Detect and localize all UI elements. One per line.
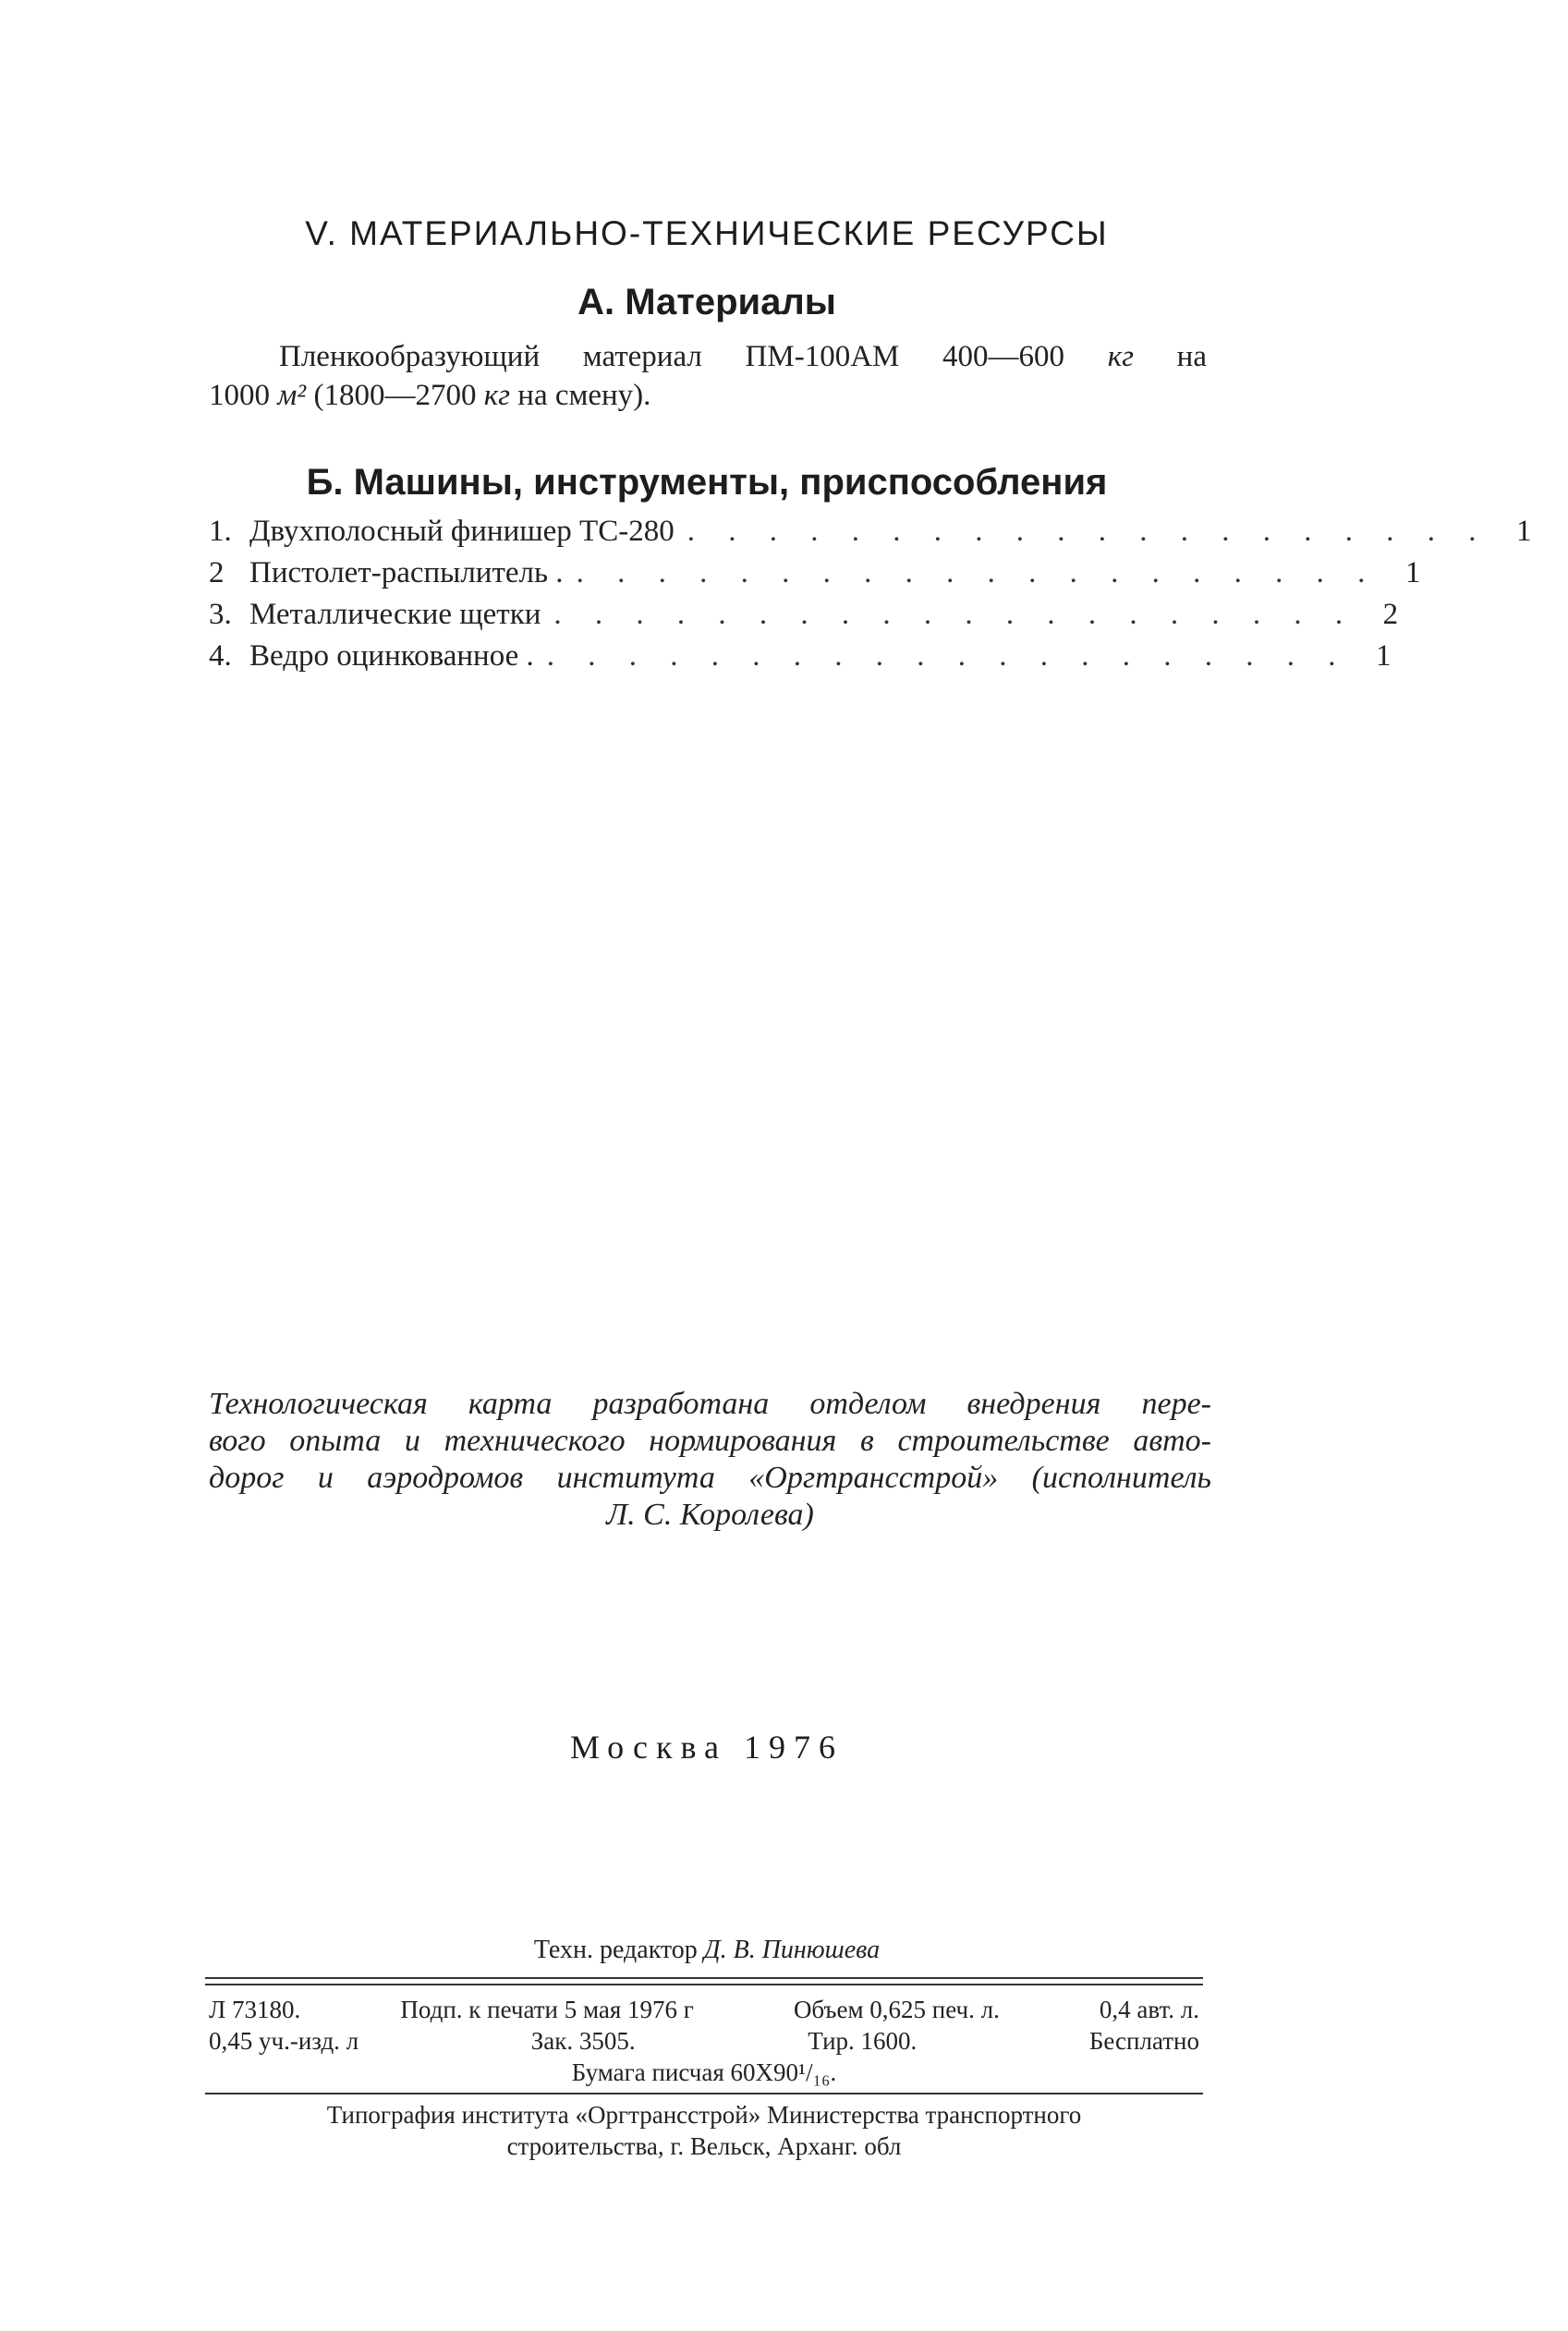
- materials-line-1: Пленкообразующий материал ПМ-100АМ 400—600 кг на: [279, 340, 1207, 373]
- leader-dots: . . . . . . . . . . . . . . . . . . . .: [576, 556, 1379, 589]
- item-quantity: 1: [1404, 556, 1421, 589]
- materials-paragraph: [209, 337, 1207, 415]
- credits-line-4: Л. С. Королева): [606, 1498, 814, 1532]
- item-number: 4.: [209, 639, 232, 673]
- printer-block: [209, 2099, 1199, 2162]
- printer-line-1: Типография института «Оргтрансстрой» Министерства транспортного: [326, 2101, 1082, 2129]
- item-name: Металлические щетки: [249, 598, 541, 631]
- item-number: 3.: [209, 598, 232, 631]
- credits-paragraph: [209, 1386, 1211, 1534]
- leader-dots: . . . . . . . . . . . . . . . . . . . .: [546, 639, 1349, 673]
- section-title: V. МАТЕРИАЛЬНО-ТЕХНИЧЕСКИЕ РЕСУРСЫ: [305, 214, 1109, 252]
- list-item: [209, 594, 1399, 636]
- list-item: [209, 511, 1532, 552]
- list-item: [209, 552, 1421, 594]
- tech-editor: Техн. редактор Д. В. Пинюшева: [533, 1936, 881, 1964]
- divider: [205, 2093, 1203, 2094]
- item-name: Пистолет-распылитель .: [249, 556, 564, 589]
- equipment-list: [209, 511, 1532, 677]
- leader-dots: . . . . . . . . . . . . . . . . . . . .: [687, 515, 1489, 548]
- imprint-block: [209, 1994, 1199, 2088]
- materials-line-2: 1000 м² (1800—2700 кг на смену).: [209, 379, 651, 412]
- credits-line-2: вого опыта и технического нормирования в строительстве авто-: [209, 1424, 1211, 1458]
- equipment-heading: Б. Машины, инструменты, приспособления: [306, 462, 1108, 503]
- item-quantity: 1: [1515, 515, 1532, 548]
- divider: [205, 1977, 1203, 1979]
- printer-line-2: строительства, г. Вельск, Арханг. обл: [506, 2132, 902, 2160]
- imprint-row-1: Л 73180. Подп. к печати 5 мая 1976 г Объем 0,625 печ. л. 0,4 авт. л.: [209, 1996, 1199, 2023]
- leader-dots: . . . . . . . . . . . . . . . . . . . .: [553, 598, 1356, 631]
- item-name: Ведро оцинкованное .: [249, 639, 534, 673]
- item-quantity: 2: [1382, 598, 1399, 631]
- divider: [205, 1984, 1203, 1985]
- city-year: Москва 1976: [570, 1729, 844, 1766]
- item-quantity: 1: [1376, 639, 1392, 673]
- list-item: [209, 636, 1392, 677]
- item-number: 2: [209, 556, 225, 589]
- item-name: Двухполосный финишер ТС-280: [249, 515, 675, 548]
- imprint-row-2: 0,45 уч.-изд. л Зак. 3505. Тир. 1600. Бесплатно: [209, 2027, 1199, 2055]
- credits-line-1: Технологическая карта разработана отделом внедрения пере-: [209, 1387, 1211, 1421]
- item-number: 1.: [209, 515, 232, 548]
- materials-heading: А. Материалы: [577, 282, 836, 322]
- credits-line-3: дорог и аэродромов института «Оргтрансстрой» (исполнитель: [209, 1461, 1211, 1495]
- imprint-row-3: Бумага писчая 60Х90¹/₁₆.: [571, 2058, 837, 2086]
